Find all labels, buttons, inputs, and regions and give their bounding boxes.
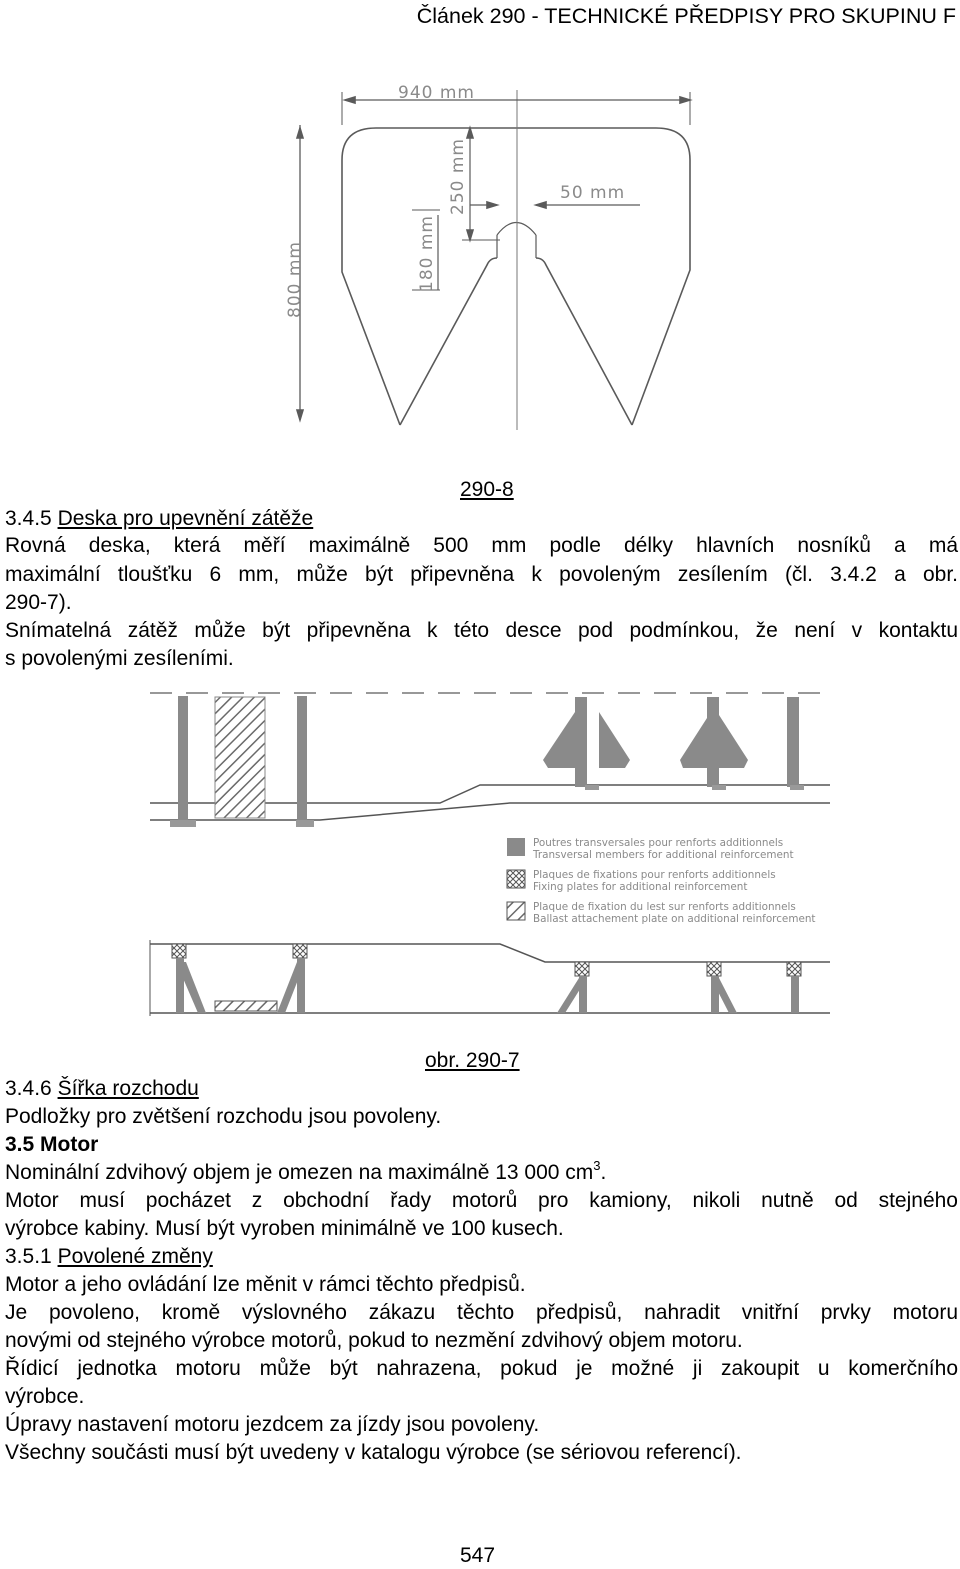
paragraph-line: 290-7). bbox=[5, 591, 72, 614]
section-number: 3.5.1 bbox=[5, 1245, 52, 1268]
paragraph-line: s povolenými zesíleními. bbox=[5, 647, 234, 670]
paragraph-line: Všechny součásti musí být uvedeny v katalogu výrobce (se sériovou referencí). bbox=[5, 1441, 742, 1464]
dim-slot-width-label: 50 mm bbox=[560, 183, 626, 203]
paragraph-line: Motor a jeho ovládání lze měnit v rámci těchto předpisů. bbox=[5, 1273, 526, 1296]
section-3-4-6-heading bbox=[5, 1075, 199, 1103]
section-title: Deska pro upevnění zátěže bbox=[57, 507, 314, 530]
legend-item-1-en: Transversal members for additional reinforcement bbox=[533, 849, 794, 861]
paragraph-line: Je povoleno, kromě výslovného zákazu těchto předpisů, nahradit vnitřní prvky motoru bbox=[5, 1301, 958, 1324]
paragraph-line: Nominální zdvihový objem je omezen na maximálně 13 000 $cm^3$. bbox=[5, 1158, 607, 1184]
legend-item-2-fr: Plaques de fixations pour renforts additionnels bbox=[533, 869, 776, 881]
page-header-title: Článek 290 - TECHNICKÉ PŘEDPISY PRO SKUPINU F bbox=[416, 4, 956, 28]
section-3-4-5-heading bbox=[5, 505, 313, 533]
section-3-5-1-heading bbox=[5, 1243, 213, 1271]
figure-290-7-caption: obr. 290-7 bbox=[425, 1049, 520, 1072]
paragraph-line: Motor musí pocházet z obchodní řady motorů pro kamiony, nikoli nutně od stejného bbox=[5, 1189, 958, 1212]
paragraph-line: novými od stejného výrobce motorů, pokud to nezmění zdvihový objem motoru. bbox=[5, 1329, 743, 1352]
legend-item-3-en: Ballast attachement plate on additional reinforcement bbox=[533, 913, 816, 925]
legend-item-2-en: Fixing plates for additional reinforcement bbox=[533, 881, 748, 893]
paragraph-line: výrobce kabiny. Musí být vyroben minimálně ve 100 kusech. bbox=[5, 1217, 564, 1240]
section-number: 3.4.6 bbox=[5, 1077, 52, 1100]
section-title: Povolené změny bbox=[57, 1245, 213, 1268]
paragraph-line: Snímatelná zátěž může být připevněna k této desce pod podmínkou, že není v kontaktu bbox=[5, 619, 958, 642]
paragraph-line: Rovná deska, která měří maximálně 500 mm podle délky hlavních nosníků a má bbox=[5, 534, 958, 557]
dim-width-label: 940 mm bbox=[398, 83, 475, 103]
legend-item-3-fr: Plaque de fixation du lest sur renforts additionnels bbox=[533, 901, 796, 913]
paragraph-line: maximální tloušťku 6 mm, může být připevněna k povoleným zesílením (čl. 3.4.2 a obr. bbox=[5, 563, 958, 586]
paragraph-line: Úpravy nastavení motoru jezdcem za jízdy jsou povoleny. bbox=[5, 1413, 540, 1436]
paragraph-line: Řídicí jednotka motoru může být nahrazena, pokud je možné ji zakoupit u komerčního bbox=[5, 1357, 958, 1380]
section-title: Šířka rozchodu bbox=[57, 1077, 199, 1100]
figure-290-7-drawing bbox=[0, 685, 960, 1025]
dim-slot-depth-label: 250 mm bbox=[448, 138, 468, 215]
paragraph-line: Podložky pro zvětšení rozchodu jsou povoleny. bbox=[5, 1105, 442, 1128]
section-number: 3.4.5 bbox=[5, 507, 52, 530]
page-number: 547 bbox=[460, 1544, 496, 1567]
dim-lower-label: 180 mm bbox=[417, 215, 437, 292]
figure-290-8-drawing bbox=[0, 70, 960, 440]
superscript: 3 bbox=[593, 1158, 601, 1173]
paragraph-line: výrobce. bbox=[5, 1385, 85, 1408]
legend-item-1-fr: Poutres transversales pour renforts additionnels bbox=[533, 837, 784, 849]
figure-290-8-caption: 290-8 bbox=[460, 478, 514, 501]
section-3-5-heading: 3.5 Motor bbox=[5, 1133, 99, 1156]
dim-height-label: 800 mm bbox=[285, 241, 305, 318]
